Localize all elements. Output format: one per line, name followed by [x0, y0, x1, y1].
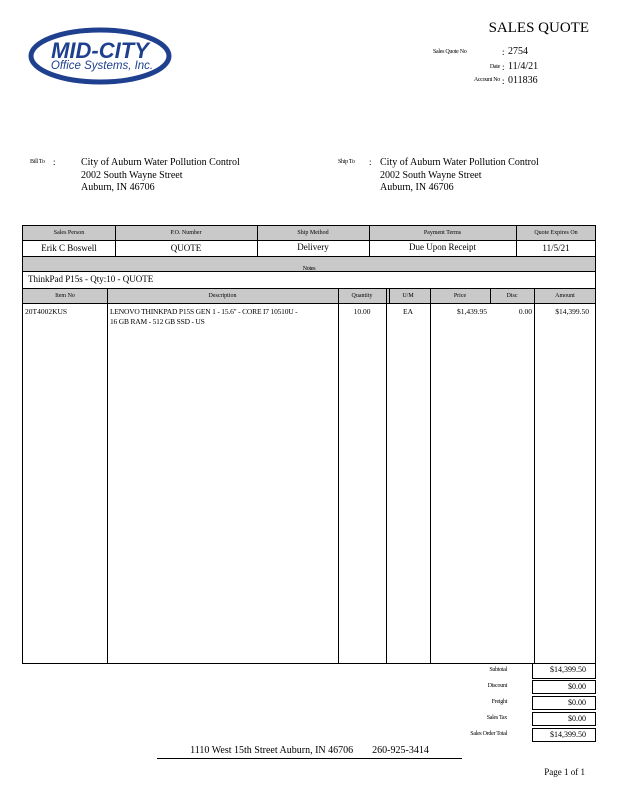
- date-label: Date: [489, 64, 500, 70]
- header-description: Description: [208, 293, 237, 299]
- header-item-no: Item No: [55, 293, 75, 299]
- divider: [386, 289, 387, 663]
- notes-text: ThinkPad P15s - Qty:10 - QUOTE: [28, 274, 154, 284]
- ship-to-line1: City of Auburn Water Pollution Control: [380, 157, 539, 168]
- document-title: SALES QUOTE: [488, 20, 589, 36]
- sales-tax-value-box: [532, 712, 596, 726]
- freight-label: Freight: [491, 699, 507, 705]
- header-sales-person: Sales Person: [53, 230, 85, 236]
- value-payment-terms: Due Upon Receipt: [409, 242, 476, 252]
- account-number-label: Account No: [473, 77, 500, 83]
- order-info-header-row: [23, 226, 595, 241]
- sales-tax-label: Sales Tax: [486, 715, 507, 721]
- value-po-number: QUOTE: [170, 243, 202, 253]
- order-total-value-box: [532, 728, 596, 742]
- header-price: Price: [453, 293, 467, 299]
- order-info-table: [22, 225, 596, 257]
- row-description: [110, 307, 336, 327]
- header-quote-expires: Quote Expires On: [534, 230, 578, 236]
- line-items-header-row: [23, 289, 595, 304]
- header-um: U/M: [402, 293, 414, 299]
- header-po-number: P.O. Number: [170, 230, 202, 236]
- subtotal-value-box: [532, 664, 596, 679]
- bill-to-label: Bill To: [30, 159, 45, 165]
- totals-section: [440, 664, 596, 744]
- ship-to-line3: Auburn, IN 46706: [380, 182, 454, 193]
- footer-phone: 260-925-3414: [372, 745, 429, 756]
- notes-box: [22, 272, 596, 288]
- line-items-table: [22, 288, 596, 664]
- footer-address: 1110 West 15th Street Auburn, IN 46706: [190, 745, 354, 756]
- header-ship-method: Ship Method: [297, 230, 329, 236]
- divider: [516, 226, 517, 256]
- divider: [490, 289, 491, 304]
- logo-graphic: [24, 20, 176, 92]
- freight-value: $0.00: [568, 698, 586, 707]
- row-um: EA: [403, 307, 413, 316]
- subtotal-value: $14,399.50: [550, 665, 586, 674]
- discount-value-box: [532, 680, 596, 694]
- ship-to-sep: :: [369, 157, 372, 167]
- notes-label: Notes: [302, 266, 316, 272]
- logo-text-sub: Office Systems, Inc.: [50, 60, 154, 72]
- bill-to-address: [81, 157, 240, 195]
- sales-tax-value: $0.00: [568, 714, 586, 723]
- divider: [389, 289, 390, 304]
- ship-to-line2: 2002 South Wayne Street: [380, 169, 482, 181]
- quote-number-label: Sales Quote No: [433, 49, 467, 55]
- ship-to-address: [380, 157, 539, 195]
- discount-value: $0.00: [568, 682, 586, 691]
- divider: [534, 289, 535, 663]
- freight-value-box: [532, 696, 596, 710]
- header-disc: Disc: [506, 293, 518, 299]
- bill-to-line1: City of Auburn Water Pollution Control: [81, 157, 240, 168]
- divider: [338, 289, 339, 663]
- value-sales-person: Erik C Boswell: [41, 243, 97, 253]
- subtotal-label: Subtotal: [489, 667, 507, 673]
- date-sep: :: [502, 62, 505, 72]
- bill-to-line3: Auburn, IN 46706: [81, 182, 155, 193]
- divider: [430, 289, 431, 663]
- row-amount: $14,399.50: [555, 307, 589, 316]
- order-total-label: Sales Order Total: [470, 731, 507, 737]
- bill-to-line2: 2002 South Wayne Street: [81, 169, 183, 181]
- date-value: 11/4/21: [508, 61, 539, 72]
- ship-to-label: Ship To: [338, 159, 355, 165]
- logo-text-main: MID-CITY: [51, 38, 149, 63]
- table-row: [23, 306, 595, 336]
- order-total-value: $14,399.50: [550, 730, 586, 739]
- row-description-line2: 16 GB RAM - 512 GB SSD - US: [110, 317, 205, 326]
- row-quantity: 10.00: [353, 307, 371, 316]
- row-price: $1,439.95: [457, 307, 487, 316]
- divider: [107, 289, 108, 663]
- order-info-value-row: [23, 241, 595, 257]
- divider: [257, 226, 258, 256]
- divider: [369, 226, 370, 256]
- discount-label: Discount: [487, 683, 507, 689]
- header-quantity: Quantity: [351, 293, 373, 299]
- row-description-line1: LENOVO THINKPAD P15S GEN 1 - 15.6" - CORE I7 10510U -: [110, 307, 298, 316]
- bill-to-sep: :: [53, 157, 56, 167]
- notes-header: [22, 257, 596, 272]
- row-disc: 0.00: [518, 307, 532, 316]
- quote-number-value: 2754: [508, 46, 528, 57]
- account-number-value: 011836: [508, 75, 538, 86]
- row-item-no: 20T4002KUS: [25, 307, 68, 316]
- account-number-sep: :: [502, 76, 505, 86]
- value-ship-method: Delivery: [297, 242, 329, 252]
- value-quote-expires: 11/5/21: [542, 243, 570, 253]
- header-amount: Amount: [555, 293, 575, 299]
- header-payment-terms: Payment Terms: [423, 230, 462, 236]
- company-logo: [24, 20, 176, 92]
- footer-address-line: [157, 745, 462, 759]
- page-number: Page 1 of 1: [544, 767, 585, 777]
- quote-number-sep: :: [502, 47, 505, 57]
- divider: [115, 226, 116, 256]
